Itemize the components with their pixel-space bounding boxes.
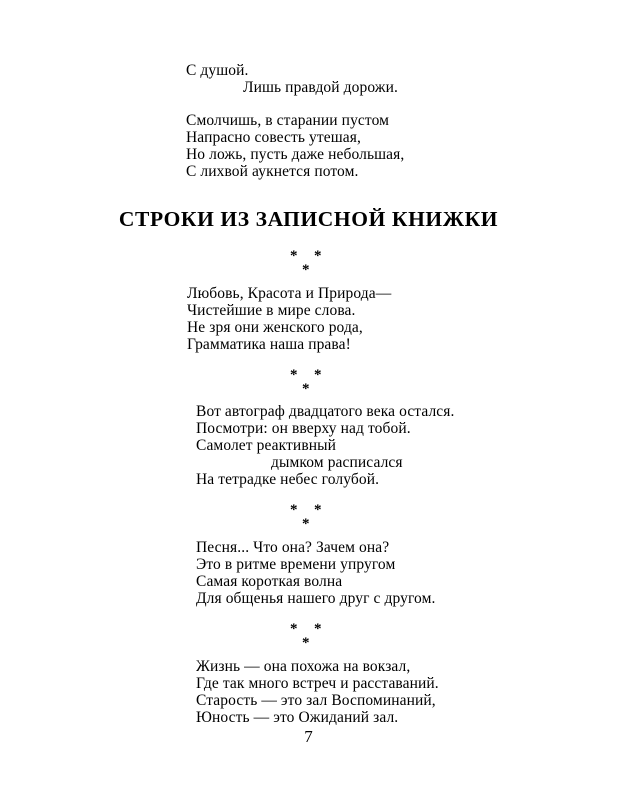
asterisk: * [302,516,310,532]
asterisk: * [302,262,310,278]
poem-line: Напрасно совесть утешая, [186,129,361,146]
asterisk: * [290,248,298,264]
asterisk: * [302,635,310,651]
poem-line: На тетрадке небес голубой. [196,471,380,488]
asterism-separator [288,368,328,398]
asterisk: * [302,381,310,397]
asterisk: * [290,367,298,383]
section-title: СТРОКИ ИЗ ЗАПИСНОЙ КНИЖКИ [118,207,499,231]
asterisk: * [290,502,298,518]
asterisk: * [314,621,322,637]
poem-line: Самая короткая волна [196,573,343,590]
poem-line: С душой. [186,62,249,79]
poem-line: Грамматика наша права! [187,336,351,353]
poem-line: С лихвой аукнется потом. [186,163,359,180]
poem-line: Жизнь — она похожа на вокзал, [196,658,411,675]
poem-line: Юность — это Ожиданий зал. [196,709,399,726]
asterisk: * [290,621,298,637]
poem-line: Песня... Что она? Зачем она? [196,539,390,556]
page-number: 7 [304,727,313,746]
asterism-separator [288,249,328,279]
asterisk: * [314,502,322,518]
poem-line: Самолет реактивный [196,437,337,454]
poem-line: Для общенья нашего друг с другом. [196,590,436,607]
asterism-separator [288,622,328,652]
poem-line: Вот автограф двадцатого века остался. [196,403,455,420]
poem-line: Не зря они женского рода, [187,319,363,336]
asterisk: * [314,248,322,264]
poem-line: Посмотри: он вверху над тобой. [196,420,411,437]
poem-line: Чистейшие в мире слова. [187,302,356,319]
poem-line: дымком расписался [271,454,403,471]
asterism-separator [288,503,328,533]
poem-line: Но ложь, пусть даже небольшая, [186,146,405,163]
poem-line: Старость — это зал Воспоминаний, [196,692,436,709]
poem-line: Лишь правдой дорожи. [243,79,398,96]
asterisk: * [314,367,322,383]
poem-line: Это в ритме времени упругом [196,556,396,573]
poem-line: Смолчишь, в старании пустом [186,112,390,129]
poem-line: Любовь, Красота и Природа— [187,285,392,302]
poem-line: Где так много встреч и расставаний. [196,675,439,692]
